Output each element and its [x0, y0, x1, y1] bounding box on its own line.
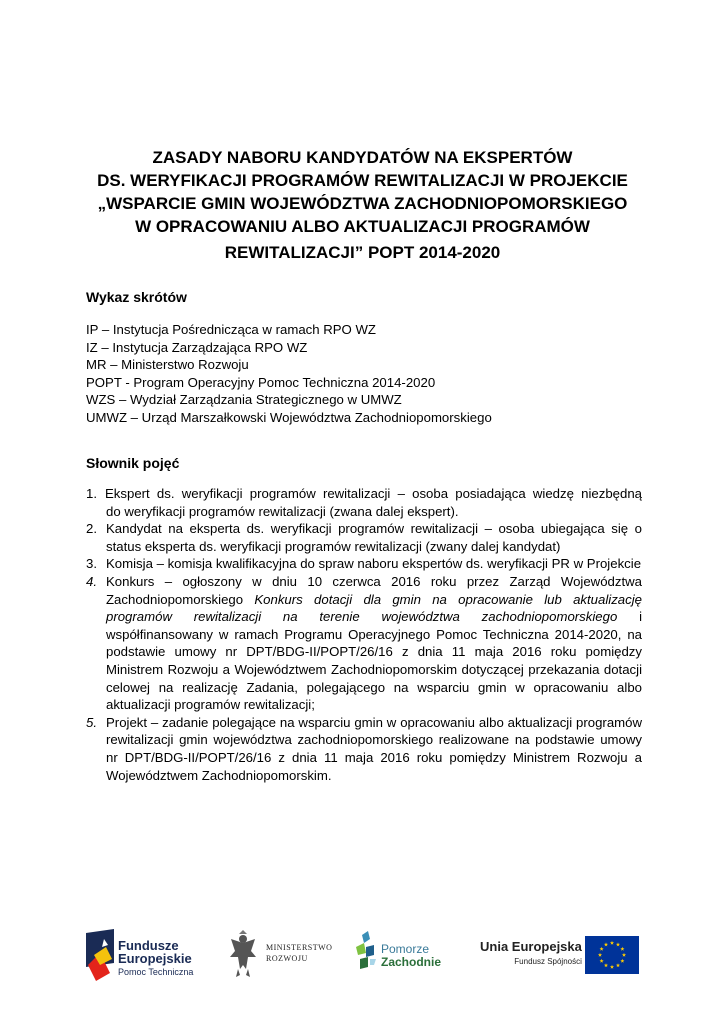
title-line-1: ZASADY NABORU KANDYDATÓW NA EKSPERTÓW: [152, 148, 573, 167]
ue-line-1: Unia Europejska: [480, 939, 582, 954]
title-line-4: W OPRACOWANIU ALBO AKTUALIZACJI PROGRAMÓW: [135, 217, 590, 236]
ministerstwo-rozwoju-text: [266, 942, 332, 964]
fe-line-1: Fundusze: [118, 938, 179, 953]
pz-line-2: Zachodnie: [381, 955, 442, 969]
glossary-item-4-text-a: Konkurs – ogłoszony w dniu 10 czerwca 2016 roku przez Zarząd Województwa Zachodniopomorskiego: [106, 573, 642, 607]
abbreviation-item: UMWZ – Urząd Marszałkowski Województwa Zachodniopomorskiego: [86, 409, 492, 425]
fundusze-europejskie-logo-icon: [84, 925, 118, 985]
glossary-item-3: [86, 555, 642, 573]
item-number: 3.: [86, 556, 97, 572]
glossary-item-1-text-a: Ekspert ds. weryfikacji programów rewitalizacji – osoba posiadająca wiedzę niezbędną: [105, 486, 642, 501]
pz-line-1: Pomorze: [381, 942, 430, 956]
abbreviations-list: [86, 321, 492, 427]
mr-line-2: ROZWOJU: [266, 954, 308, 963]
glossary-item-4: [86, 573, 642, 714]
abbreviation-item: IZ – Instytucja Zarządzająca RPO WZ: [86, 339, 308, 355]
pomorze-zachodnie-logo-icon: [352, 925, 380, 985]
glossary-item-5: [86, 714, 642, 784]
glossary-item-4-text-b: i współfinansowany w ramach Programu Operacyjnego Pomoc Techniczna 2014-2020, na podstawie umowy nr DPT/BDG-II/POPT/26/16 z dnia 11 maja 2016 roku pomiędzy Ministrem Rozwoju a Województwem Zachodniopomorskim dotyczącej przekazania dotacji celowej na realizację Zadania, polegającego na wsparciu gmin w opracowaniu albo aktualizacji programów rewitalizacji;: [106, 609, 642, 713]
abbreviation-item: WZS – Wydział Zarządzania Strategicznego w UMWZ: [86, 392, 402, 408]
glossary-item-3-text: Komisja – komisja kwalifikacyjna do spraw naboru ekspertów ds. weryfikacji PR w Projekcie: [106, 556, 642, 572]
glossary-list: [86, 485, 642, 784]
fundusze-europejskie-text: [118, 939, 193, 978]
item-number: 4.: [86, 573, 97, 589]
item-number: 1.: [86, 486, 97, 501]
footer-logos: [0, 925, 725, 985]
mr-line-1: MINISTERSTWO: [266, 943, 333, 952]
fe-line-2: Europejskie: [118, 951, 192, 966]
polish-eagle-emblem-icon: [226, 925, 260, 985]
title-line-3: „WSPARCIE GMIN WOJEWÓDZTWA ZACHODNIOPOMORSKIEGO: [97, 194, 628, 213]
abbreviations-heading: Wykaz skrótów: [86, 289, 187, 305]
ue-line-2: Fundusz Spójności: [514, 957, 582, 966]
glossary-item-2: [86, 520, 642, 555]
glossary-item-1-text-b: do weryfikacji programów rewitalizacji (zwana dalej ekspert).: [106, 503, 459, 519]
fe-line-3: Pomoc Techniczna: [118, 967, 194, 977]
unia-europejska-text: [480, 939, 582, 966]
glossary-item-2-text: Kandydat na eksperta ds. weryfikacji programów rewitalizacji – osoba ubiegająca się o status eksperta ds. weryfikacji programów rewitalizacji (zwany dalej kandydat): [106, 521, 642, 554]
glossary-item-4-contest-title: Konkurs dotacji dla gmin na opracowanie lub aktualizację programów rewitalizacji na terenie województwa zachodniopomorskiego: [106, 591, 643, 625]
item-number: 5.: [86, 714, 97, 730]
abbreviation-item: IP – Instytucja Pośrednicząca w ramach RPO WZ: [86, 322, 376, 337]
glossary-item-1: [86, 485, 642, 520]
title-line-5: REWITALIZACJI” POPT 2014-2020: [224, 243, 501, 262]
document-title: [60, 146, 665, 264]
pomorze-zachodnie-text: [381, 943, 441, 969]
glossary-item-5-text: Projekt – zadanie polegające na wsparciu gmin w opracowaniu albo aktualizacji programów rewitalizacji gmin województwa zachodniopomorskiego realizowane na podstawie umowy nr DPT/BDG-II/POPT/26/16 z dnia 11 maja 2016 roku pomiędzy Ministrem Rozwoju a Województwem Zachodniopomorskim.: [106, 714, 642, 783]
title-line-2: DS. WERYFIKACJI PROGRAMÓW REWITALIZACJI W PROJEKCIE: [97, 171, 628, 190]
glossary-item-1-first-line: [86, 485, 642, 503]
eu-flag-icon: [585, 936, 639, 974]
glossary-heading: Słownik pojęć: [86, 455, 180, 471]
abbreviation-item: POPT - Program Operacyjny Pomoc Techniczna 2014-2020: [86, 374, 436, 390]
abbreviation-item: MR – Ministerstwo Rozwoju: [86, 357, 249, 373]
item-number: 2.: [86, 521, 97, 537]
